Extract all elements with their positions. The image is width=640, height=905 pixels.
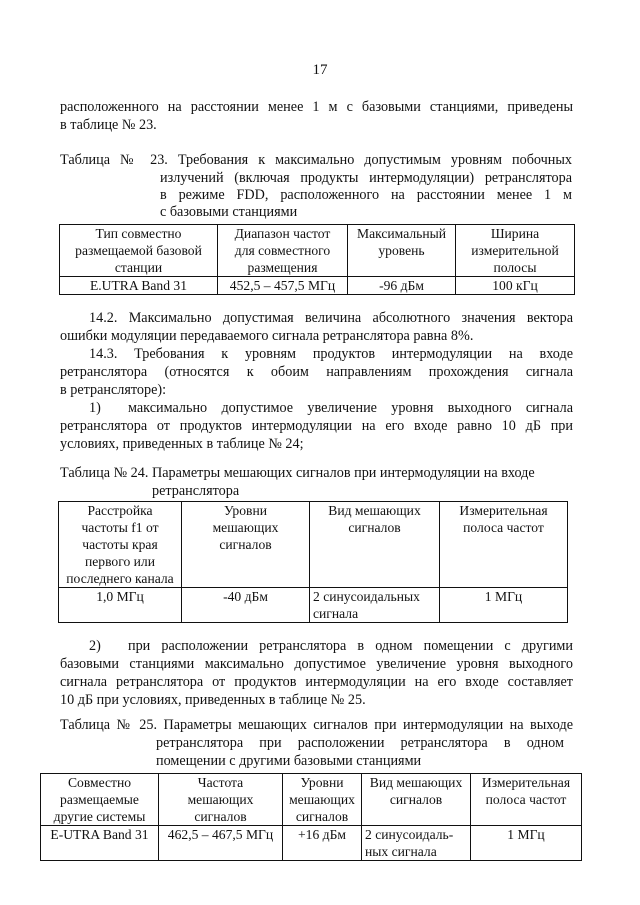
paragraph-14-3: ретранслятора (относятся к обоим направлениям прохождения сигнала [60,364,573,380]
table-header-cell: Измерительная полоса частот [471,774,582,826]
list-item-text: условиях, приведенных в таблице № 24; [60,436,304,452]
table-cell: 1 МГц [471,826,582,861]
table-cell: -96 дБм [348,277,456,295]
table-header-cell: Диапазон частот для совместного размещения [218,225,348,277]
table-23 [59,224,575,295]
list-item-text: ретранслятора от продуктов интермодуляции на его входе равно 10 дБ при [60,418,573,434]
table-header-cell: Вид мешающих сигналов [310,502,440,588]
table23-caption: излучений (включая продукты интермодуляции) ретранслятора [160,170,572,186]
table-header-cell: Совместно размещаемые другие системы [41,774,159,826]
list-item-text: базовыми станциями максимально допустимое увеличение уровня выходного [60,656,573,672]
list-item-text: при расположении ретранслятора в одном помещении с другими [128,638,573,654]
table-header-cell: Вид мешающих сигналов [362,774,471,826]
intro-line: в таблице № 23. [60,117,157,133]
table-header-cell: Уровни мешающих сигналов [283,774,362,826]
table-header-cell: Расстройка частоты f1 от частоты края первого или последнего канала [59,502,182,588]
list-item-text: 10 дБ при условиях, приведенных в таблице № 25. [60,692,366,708]
table-cell: -40 дБм [182,588,310,623]
table-header-cell: Измерительная полоса частот [440,502,568,588]
table-row [60,277,575,295]
page-number: 17 [312,62,328,78]
table-header-cell: Частота мешающих сигналов [159,774,283,826]
table23-caption: с базовыми станциями [160,204,298,220]
table-cell: 462,5 – 467,5 МГц [159,826,283,861]
list-item-text: сигнала ретранслятора от продуктов интермодуляции на его входе составляет [60,674,573,690]
table-cell: 1,0 МГц [59,588,182,623]
list-number: 1) [89,400,101,416]
table-cell: E-UTRA Band 31 [41,826,159,861]
table-header-row [41,774,582,826]
intro-line: расположенного на расстоянии менее 1 м с базовыми станциями, приведены [60,99,573,115]
table-cell: E.UTRA Band 31 [60,277,218,295]
table-row [41,826,582,861]
table25-caption: ретранслятора при расположении ретранслятора в одном [156,735,564,751]
table-cell: +16 дБм [283,826,362,861]
paragraph-14-2: 14.2. Максимально допустимая величина абсолютного значения вектора [89,310,573,326]
table-cell: 100 кГц [456,277,575,295]
table24-caption: Таблица № 24. Параметры мешающих сигналов при интермодуляции на входе [60,465,535,481]
list-item-text: максимально допустимое увеличение уровня выходного сигнала [128,400,573,416]
table-cell: 2 синусоидальных сигнала [310,588,440,623]
table23-caption: Таблица № 23. Требования к максимально допустимым уровням побочных [60,152,572,168]
table-header-cell: Тип совместно размещаемой базовой станции [60,225,218,277]
list-number: 2) [89,638,101,654]
table-25 [40,773,582,861]
table23-caption: в режиме FDD, расположенного на расстоянии менее 1 м [160,187,572,203]
paragraph-14-3: 14.3. Требования к уровням продуктов интермодуляции на входе [89,346,573,362]
table-header-cell: Уровни мешающих сигналов [182,502,310,588]
table24-caption: ретранслятора [152,483,240,499]
table25-caption: помещении с другими базовыми станциями [156,753,422,769]
table-row [59,588,568,623]
table-cell: 452,5 – 457,5 МГц [218,277,348,295]
table-cell: 2 синусоидаль- ных сигнала [362,826,471,861]
table25-caption: Таблица № 25. Параметры мешающих сигналов при интермодуляции на выходе [60,717,573,733]
table-cell: 1 МГц [440,588,568,623]
table-header-row [60,225,575,277]
paragraph-14-2: ошибки модуляции передаваемого сигнала ретранслятора равна 8%. [60,328,474,344]
table-header-row [59,502,568,588]
table-header-cell: Максимальный уровень [348,225,456,277]
paragraph-14-3: в ретрансляторе): [60,382,167,398]
table-24 [58,501,568,623]
table-header-cell: Ширина измерительной полосы [456,225,575,277]
